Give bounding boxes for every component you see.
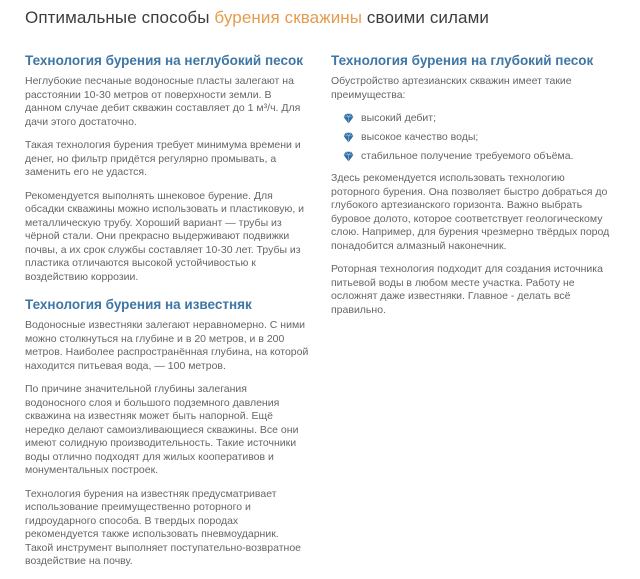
advantages-list: [331, 112, 615, 162]
section-heading-shallow-sand: Технология бурения на неглубокий песок: [25, 53, 303, 68]
gem-icon: [343, 151, 354, 162]
paragraph: Обустройство артезианских скважин имеет такие преимущества:: [331, 75, 572, 101]
paragraph: По причине значительной глубины залегания водоносного слоя и большого подземного давления скважина на известняк может быть напорной. Ещё нередко делают самоизливающиеся скважины. Все они имеют солидную производительность. Такие источники воды отлично подходят для жилых кооперативов и монументальных построек.: [25, 383, 299, 476]
gem-icon: [343, 132, 354, 143]
gem-icon: [343, 113, 354, 124]
two-column-layout: [25, 40, 615, 579]
paragraph: Технология бурения на известняк предусматривает использование преимущественно роторного и гидроударного способа. В твердых породах рекомендуется также использовать пневмоударник. Такой инструмент выполняет поступательно-возвратное воздействие на почву.: [25, 487, 301, 567]
list-item-label: высокое качество воды;: [361, 131, 479, 143]
list-item-label: стабильное получение требуемого объёма.: [361, 150, 574, 162]
section-heading-limestone: Технология бурения на известняк: [25, 297, 252, 312]
paragraph: Такая технология бурения требует минимума времени и денег, но фильтр придётся регулярно промывать, а заменить его не удастся.: [25, 139, 301, 178]
section-heading-deep-sand: Технология бурения на глубокий песок: [331, 53, 594, 68]
right-column: [331, 40, 615, 579]
paragraph: Рекомендуется выполнять шнековое бурение. Для обсадки скважины можно использовать и пластиковую, и металлическую трубу. Хороший вариант — трубы из чёрной стали. Они прекрасно выдерживают подвижки почвы, а их срок службы составляет 10-30 лет. Трубы из пластика отличаются высокой устойчивостью к воздействию коррозии.: [25, 189, 305, 283]
page-title-suffix: своими силами: [362, 8, 489, 27]
paragraph: Водоносные известняки залегают неравномерно. С ними можно столкнуться на глубине и в 20 метров, и в 200 метров. Наиболее распространённая глубина, на которой находится питьевая вода, — 100 метров.: [25, 319, 309, 372]
list-item: [343, 150, 615, 162]
left-column: [25, 40, 309, 579]
paragraph: Здесь рекомендуется использовать технологию роторного бурения. Она позволяет быстро добраться до глубокого артезианского горизонта. Важно выбрать буровое долото, которое соответствует геологическому слою. Например, для бурения чрезмерно твёрдых пород понадобится алмазный наконечник.: [331, 172, 610, 252]
paragraph: Роторная технология подходит для создания источника питьевой воды в любом месте участка. Работу не осложнят даже известняки. Главное - делать всё правильно.: [331, 263, 603, 316]
list-item: [343, 112, 615, 124]
list-item: [343, 131, 615, 143]
page-title-prefix: Оптимальные способы: [25, 8, 215, 27]
list-item-label: высокий дебит;: [361, 112, 437, 124]
page-title-link[interactable]: бурения скважины: [214, 8, 363, 27]
paragraph: Неглубокие песчаные водоносные пласты залегают на расстоянии 10-30 метров от поверхности земли. В данном случае дебит скважин составляет до 1 м³/ч. Для дачи этого достаточно.: [25, 75, 301, 128]
page-title: [25, 8, 615, 28]
